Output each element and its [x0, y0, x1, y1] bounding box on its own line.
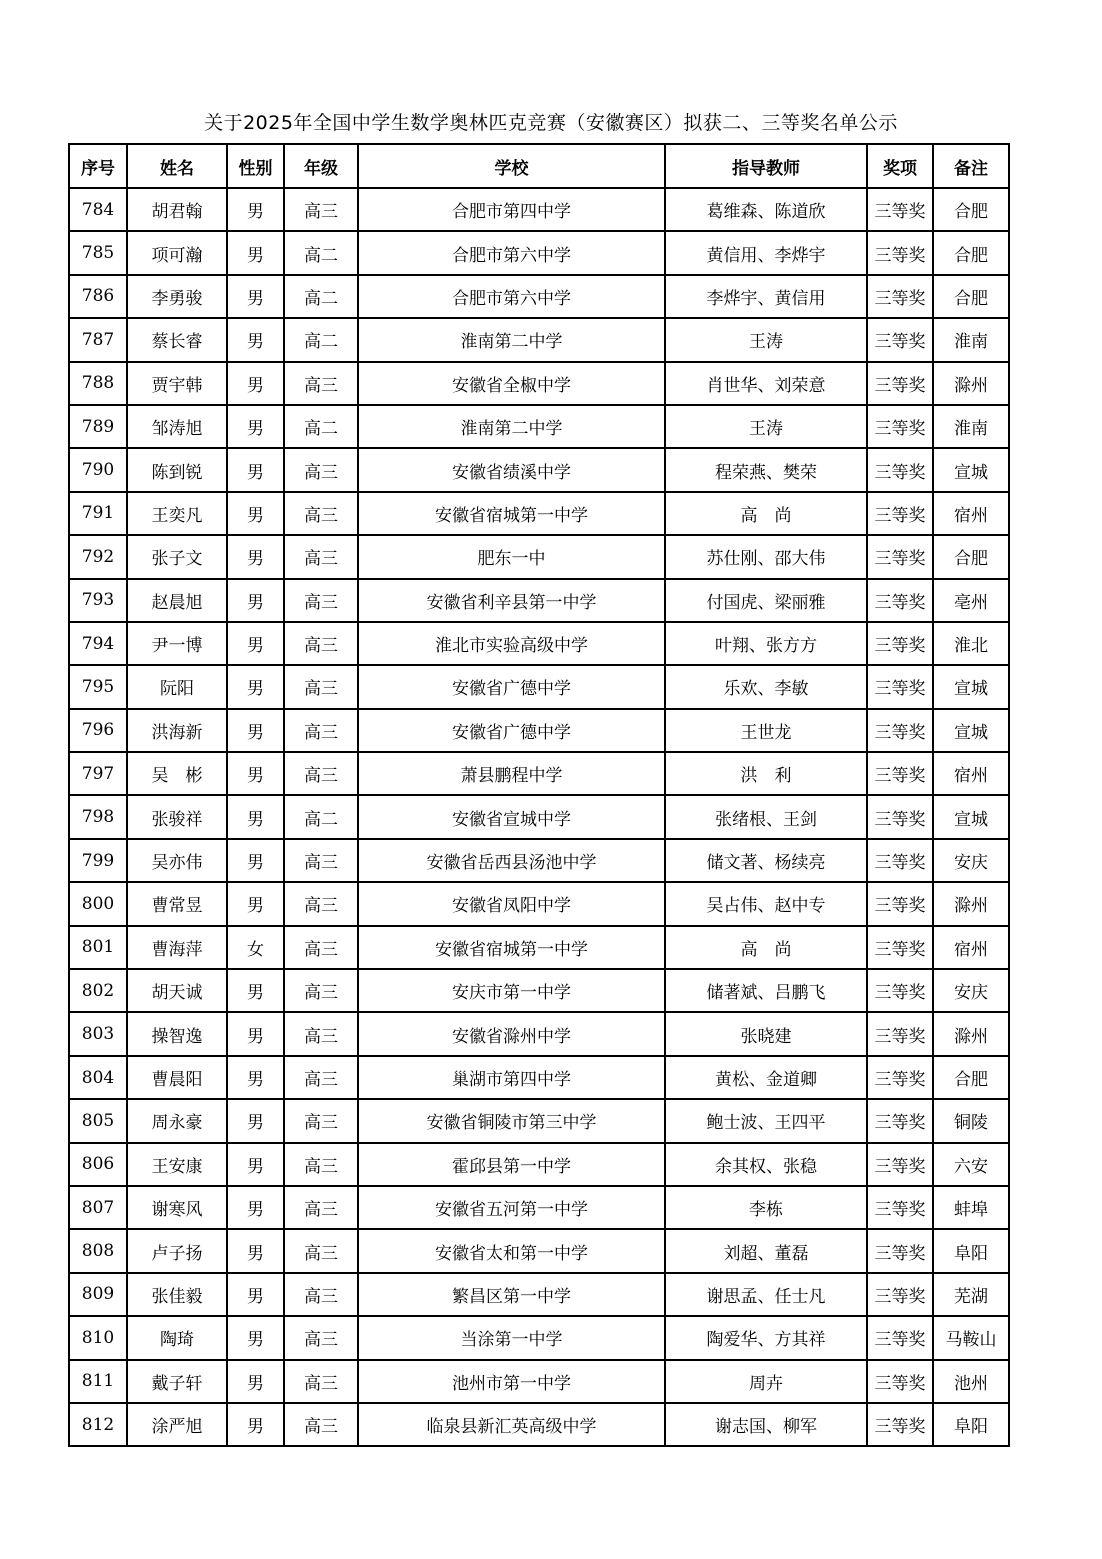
cell-serial: 811 — [69, 1360, 127, 1403]
cell-award: 三等奖 — [867, 362, 933, 405]
cell-name: 邹涛旭 — [127, 405, 227, 448]
cell-award: 三等奖 — [867, 448, 933, 491]
cell-gender: 男 — [227, 1316, 284, 1359]
cell-teacher: 肖世华、刘荣意 — [665, 362, 867, 405]
table-row — [69, 969, 1009, 1012]
cell-award: 三等奖 — [867, 579, 933, 622]
cell-serial: 794 — [69, 622, 127, 665]
cell-name: 吴亦伟 — [127, 839, 227, 882]
cell-teacher: 储著斌、吕鹏飞 — [665, 969, 867, 1012]
cell-remark: 宣城 — [933, 795, 1009, 838]
cell-grade: 高三 — [284, 535, 358, 578]
table-row — [69, 492, 1009, 535]
cell-grade: 高二 — [284, 275, 358, 318]
cell-gender: 男 — [227, 969, 284, 1012]
cell-school: 繁昌区第一中学 — [358, 1273, 665, 1316]
cell-serial: 784 — [69, 188, 127, 231]
table-row — [69, 448, 1009, 491]
cell-remark: 宿州 — [933, 926, 1009, 969]
cell-award: 三等奖 — [867, 709, 933, 752]
cell-remark: 阜阳 — [933, 1403, 1009, 1446]
cell-serial: 791 — [69, 492, 127, 535]
cell-gender: 男 — [227, 448, 284, 491]
cell-teacher: 张晓建 — [665, 1012, 867, 1055]
cell-school: 萧县鹏程中学 — [358, 752, 665, 795]
cell-remark: 宣城 — [933, 665, 1009, 708]
cell-remark: 安庆 — [933, 969, 1009, 1012]
cell-grade: 高三 — [284, 622, 358, 665]
cell-grade: 高三 — [284, 665, 358, 708]
cell-school: 合肥市第四中学 — [358, 188, 665, 231]
cell-name: 涂严旭 — [127, 1403, 227, 1446]
cell-teacher: 王涛 — [665, 318, 867, 361]
cell-gender: 女 — [227, 926, 284, 969]
table-row — [69, 535, 1009, 578]
cell-gender: 男 — [227, 1099, 284, 1142]
cell-name: 胡天诚 — [127, 969, 227, 1012]
cell-teacher: 陶爱华、方其祥 — [665, 1316, 867, 1359]
cell-grade: 高三 — [284, 1229, 358, 1272]
cell-serial: 801 — [69, 926, 127, 969]
cell-name: 操智逸 — [127, 1012, 227, 1055]
table-row — [69, 579, 1009, 622]
cell-serial: 795 — [69, 665, 127, 708]
table-row — [69, 752, 1009, 795]
cell-gender: 男 — [227, 535, 284, 578]
cell-gender: 男 — [227, 1229, 284, 1272]
cell-award: 三等奖 — [867, 1012, 933, 1055]
cell-gender: 男 — [227, 709, 284, 752]
cell-serial: 788 — [69, 362, 127, 405]
cell-award: 三等奖 — [867, 969, 933, 1012]
cell-name: 王安康 — [127, 1143, 227, 1186]
cell-school: 安徽省宿城第一中学 — [358, 492, 665, 535]
cell-teacher: 谢志国、柳军 — [665, 1403, 867, 1446]
cell-grade: 高三 — [284, 362, 358, 405]
header-name: 姓名 — [127, 144, 227, 188]
cell-grade: 高三 — [284, 926, 358, 969]
cell-award: 三等奖 — [867, 318, 933, 361]
cell-gender: 男 — [227, 405, 284, 448]
cell-gender: 男 — [227, 882, 284, 925]
cell-award: 三等奖 — [867, 1056, 933, 1099]
cell-school: 临泉县新汇英高级中学 — [358, 1403, 665, 1446]
cell-remark: 合肥 — [933, 231, 1009, 274]
cell-school: 安徽省绩溪中学 — [358, 448, 665, 491]
cell-gender: 男 — [227, 795, 284, 838]
cell-grade: 高三 — [284, 1360, 358, 1403]
cell-serial: 802 — [69, 969, 127, 1012]
cell-school: 当涂第一中学 — [358, 1316, 665, 1359]
cell-name: 阮阳 — [127, 665, 227, 708]
cell-school: 合肥市第六中学 — [358, 231, 665, 274]
header-grade: 年级 — [284, 144, 358, 188]
cell-serial: 803 — [69, 1012, 127, 1055]
cell-grade: 高二 — [284, 231, 358, 274]
cell-grade: 高三 — [284, 969, 358, 1012]
cell-grade: 高三 — [284, 1186, 358, 1229]
cell-award: 三等奖 — [867, 1273, 933, 1316]
cell-award: 三等奖 — [867, 1360, 933, 1403]
table-body — [69, 188, 1009, 1446]
cell-serial: 807 — [69, 1186, 127, 1229]
cell-serial: 787 — [69, 318, 127, 361]
cell-gender: 男 — [227, 1056, 284, 1099]
cell-gender: 男 — [227, 622, 284, 665]
cell-award: 三等奖 — [867, 795, 933, 838]
cell-award: 三等奖 — [867, 188, 933, 231]
cell-grade: 高三 — [284, 1099, 358, 1142]
cell-school: 淮南第二中学 — [358, 405, 665, 448]
cell-gender: 男 — [227, 492, 284, 535]
cell-remark: 蚌埠 — [933, 1186, 1009, 1229]
cell-remark: 安庆 — [933, 839, 1009, 882]
cell-gender: 男 — [227, 188, 284, 231]
cell-teacher: 高 尚 — [665, 492, 867, 535]
table-row — [69, 405, 1009, 448]
cell-gender: 男 — [227, 665, 284, 708]
cell-school: 合肥市第六中学 — [358, 275, 665, 318]
cell-remark: 铜陵 — [933, 1099, 1009, 1142]
cell-school: 巢湖市第四中学 — [358, 1056, 665, 1099]
cell-serial: 810 — [69, 1316, 127, 1359]
document-title: 关于2025年全国中学生数学奥林匹克竞赛（安徽赛区）拟获二、三等奖名单公示 — [204, 112, 898, 134]
cell-remark: 合肥 — [933, 188, 1009, 231]
table-row — [69, 318, 1009, 361]
cell-serial: 806 — [69, 1143, 127, 1186]
cell-school: 安徽省岳西县汤池中学 — [358, 839, 665, 882]
cell-teacher: 周卉 — [665, 1360, 867, 1403]
cell-award: 三等奖 — [867, 1099, 933, 1142]
cell-grade: 高三 — [284, 1012, 358, 1055]
cell-school: 安徽省宿城第一中学 — [358, 926, 665, 969]
cell-name: 周永豪 — [127, 1099, 227, 1142]
cell-grade: 高三 — [284, 1143, 358, 1186]
cell-award: 三等奖 — [867, 926, 933, 969]
cell-remark: 滁州 — [933, 1012, 1009, 1055]
cell-school: 安徽省宣城中学 — [358, 795, 665, 838]
table-row — [69, 1012, 1009, 1055]
cell-teacher: 刘超、董磊 — [665, 1229, 867, 1272]
cell-name: 曹海萍 — [127, 926, 227, 969]
cell-school: 安徽省五河第一中学 — [358, 1186, 665, 1229]
cell-remark: 淮南 — [933, 405, 1009, 448]
cell-serial: 799 — [69, 839, 127, 882]
cell-name: 陈到锐 — [127, 448, 227, 491]
cell-award: 三等奖 — [867, 1403, 933, 1446]
cell-remark: 宣城 — [933, 709, 1009, 752]
table-row — [69, 622, 1009, 665]
table-row — [69, 882, 1009, 925]
cell-grade: 高二 — [284, 405, 358, 448]
cell-name: 张佳毅 — [127, 1273, 227, 1316]
table-row — [69, 795, 1009, 838]
cell-name: 戴子轩 — [127, 1360, 227, 1403]
cell-teacher: 王世龙 — [665, 709, 867, 752]
cell-grade: 高三 — [284, 1403, 358, 1446]
cell-school: 霍邱县第一中学 — [358, 1143, 665, 1186]
cell-teacher: 葛维森、陈道欣 — [665, 188, 867, 231]
table-row — [69, 926, 1009, 969]
cell-teacher: 洪 利 — [665, 752, 867, 795]
cell-name: 项可瀚 — [127, 231, 227, 274]
cell-school: 安徽省凤阳中学 — [358, 882, 665, 925]
cell-serial: 789 — [69, 405, 127, 448]
cell-grade: 高三 — [284, 882, 358, 925]
cell-award: 三等奖 — [867, 1229, 933, 1272]
cell-serial: 808 — [69, 1229, 127, 1272]
header-award: 奖项 — [867, 144, 933, 188]
cell-remark: 芜湖 — [933, 1273, 1009, 1316]
cell-teacher: 余其权、张稳 — [665, 1143, 867, 1186]
cell-grade: 高二 — [284, 795, 358, 838]
cell-teacher: 张绪根、王剑 — [665, 795, 867, 838]
cell-grade: 高三 — [284, 709, 358, 752]
cell-name: 谢寒风 — [127, 1186, 227, 1229]
cell-award: 三等奖 — [867, 622, 933, 665]
cell-name: 曹晨阳 — [127, 1056, 227, 1099]
cell-teacher: 谢思孟、任士凡 — [665, 1273, 867, 1316]
cell-remark: 亳州 — [933, 579, 1009, 622]
cell-remark: 池州 — [933, 1360, 1009, 1403]
cell-name: 李勇骏 — [127, 275, 227, 318]
cell-grade: 高三 — [284, 1316, 358, 1359]
cell-name: 陶琦 — [127, 1316, 227, 1359]
cell-serial: 793 — [69, 579, 127, 622]
cell-serial: 809 — [69, 1273, 127, 1316]
cell-award: 三等奖 — [867, 492, 933, 535]
cell-award: 三等奖 — [867, 405, 933, 448]
cell-remark: 滁州 — [933, 882, 1009, 925]
cell-serial: 800 — [69, 882, 127, 925]
table-row — [69, 231, 1009, 274]
cell-school: 肥东一中 — [358, 535, 665, 578]
cell-school: 安庆市第一中学 — [358, 969, 665, 1012]
cell-serial: 785 — [69, 231, 127, 274]
cell-name: 蔡长睿 — [127, 318, 227, 361]
cell-teacher: 程荣燕、樊荣 — [665, 448, 867, 491]
cell-gender: 男 — [227, 231, 284, 274]
cell-teacher: 吴占伟、赵中专 — [665, 882, 867, 925]
cell-remark: 合肥 — [933, 535, 1009, 578]
cell-award: 三等奖 — [867, 1316, 933, 1359]
cell-remark: 宣城 — [933, 448, 1009, 491]
cell-name: 曹常昱 — [127, 882, 227, 925]
cell-grade: 高三 — [284, 579, 358, 622]
table-row — [69, 1229, 1009, 1272]
cell-serial: 804 — [69, 1056, 127, 1099]
cell-grade: 高三 — [284, 448, 358, 491]
cell-remark: 宿州 — [933, 752, 1009, 795]
cell-award: 三等奖 — [867, 882, 933, 925]
cell-remark: 宿州 — [933, 492, 1009, 535]
cell-remark: 滁州 — [933, 362, 1009, 405]
table-row — [69, 709, 1009, 752]
cell-remark: 淮北 — [933, 622, 1009, 665]
cell-school: 淮南第二中学 — [358, 318, 665, 361]
cell-serial: 797 — [69, 752, 127, 795]
cell-award: 三等奖 — [867, 535, 933, 578]
table-row — [69, 665, 1009, 708]
cell-serial: 812 — [69, 1403, 127, 1446]
cell-teacher: 鲍士波、王四平 — [665, 1099, 867, 1142]
cell-name: 张子文 — [127, 535, 227, 578]
cell-school: 安徽省全椒中学 — [358, 362, 665, 405]
cell-grade: 高三 — [284, 752, 358, 795]
table-row — [69, 275, 1009, 318]
cell-gender: 男 — [227, 579, 284, 622]
cell-name: 贾宇韩 — [127, 362, 227, 405]
cell-gender: 男 — [227, 1143, 284, 1186]
cell-teacher: 黄松、金道卿 — [665, 1056, 867, 1099]
cell-name: 吴 彬 — [127, 752, 227, 795]
table-row — [69, 1316, 1009, 1359]
cell-remark: 阜阳 — [933, 1229, 1009, 1272]
header-serial: 序号 — [69, 144, 127, 188]
cell-grade: 高三 — [284, 1273, 358, 1316]
table-row — [69, 1360, 1009, 1403]
cell-remark: 合肥 — [933, 275, 1009, 318]
table-header-row — [69, 144, 1009, 188]
cell-teacher: 李烨宇、黄信用 — [665, 275, 867, 318]
table-row — [69, 839, 1009, 882]
table-row — [69, 1143, 1009, 1186]
cell-gender: 男 — [227, 752, 284, 795]
cell-teacher: 王涛 — [665, 405, 867, 448]
cell-remark: 合肥 — [933, 1056, 1009, 1099]
cell-gender: 男 — [227, 362, 284, 405]
table-row — [69, 1056, 1009, 1099]
cell-teacher: 苏仕刚、邵大伟 — [665, 535, 867, 578]
cell-gender: 男 — [227, 839, 284, 882]
table-row — [69, 362, 1009, 405]
cell-award: 三等奖 — [867, 1143, 933, 1186]
cell-gender: 男 — [227, 1186, 284, 1229]
cell-remark: 马鞍山 — [933, 1316, 1009, 1359]
cell-name: 卢子扬 — [127, 1229, 227, 1272]
cell-award: 三等奖 — [867, 752, 933, 795]
cell-serial: 786 — [69, 275, 127, 318]
cell-name: 张骏祥 — [127, 795, 227, 838]
cell-name: 尹一博 — [127, 622, 227, 665]
cell-serial: 796 — [69, 709, 127, 752]
table-row — [69, 1099, 1009, 1142]
cell-teacher: 黄信用、李烨宇 — [665, 231, 867, 274]
cell-name: 王奕凡 — [127, 492, 227, 535]
cell-gender: 男 — [227, 318, 284, 361]
cell-school: 安徽省滁州中学 — [358, 1012, 665, 1055]
cell-grade: 高三 — [284, 839, 358, 882]
header-remark: 备注 — [933, 144, 1009, 188]
cell-grade: 高三 — [284, 188, 358, 231]
cell-award: 三等奖 — [867, 275, 933, 318]
cell-grade: 高三 — [284, 1056, 358, 1099]
cell-school: 淮北市实验高级中学 — [358, 622, 665, 665]
cell-gender: 男 — [227, 1273, 284, 1316]
cell-name: 洪海新 — [127, 709, 227, 752]
cell-teacher: 乐欢、李敏 — [665, 665, 867, 708]
cell-gender: 男 — [227, 1403, 284, 1446]
cell-school: 池州市第一中学 — [358, 1360, 665, 1403]
cell-school: 安徽省广德中学 — [358, 665, 665, 708]
cell-remark: 淮南 — [933, 318, 1009, 361]
cell-serial: 790 — [69, 448, 127, 491]
cell-name: 胡君翰 — [127, 188, 227, 231]
cell-award: 三等奖 — [867, 665, 933, 708]
cell-teacher: 李栋 — [665, 1186, 867, 1229]
cell-teacher: 高 尚 — [665, 926, 867, 969]
cell-serial: 798 — [69, 795, 127, 838]
table-row — [69, 1186, 1009, 1229]
table-row — [69, 1273, 1009, 1316]
cell-teacher: 付国虎、梁丽雅 — [665, 579, 867, 622]
cell-teacher: 储文著、杨续亮 — [665, 839, 867, 882]
cell-remark: 六安 — [933, 1143, 1009, 1186]
table-row — [69, 1403, 1009, 1446]
cell-school: 安徽省太和第一中学 — [358, 1229, 665, 1272]
cell-award: 三等奖 — [867, 231, 933, 274]
cell-award: 三等奖 — [867, 1186, 933, 1229]
cell-school: 安徽省广德中学 — [358, 709, 665, 752]
cell-award: 三等奖 — [867, 839, 933, 882]
cell-serial: 805 — [69, 1099, 127, 1142]
cell-gender: 男 — [227, 1360, 284, 1403]
cell-teacher: 叶翔、张方方 — [665, 622, 867, 665]
header-gender: 性别 — [227, 144, 284, 188]
cell-gender: 男 — [227, 275, 284, 318]
cell-school: 安徽省铜陵市第三中学 — [358, 1099, 665, 1142]
cell-grade: 高三 — [284, 492, 358, 535]
cell-serial: 792 — [69, 535, 127, 578]
cell-gender: 男 — [227, 1012, 284, 1055]
table-row — [69, 188, 1009, 231]
header-school: 学校 — [358, 144, 665, 188]
cell-grade: 高二 — [284, 318, 358, 361]
header-teacher: 指导教师 — [665, 144, 867, 188]
cell-name: 赵晨旭 — [127, 579, 227, 622]
cell-school: 安徽省利辛县第一中学 — [358, 579, 665, 622]
award-list-table — [68, 143, 1010, 1447]
